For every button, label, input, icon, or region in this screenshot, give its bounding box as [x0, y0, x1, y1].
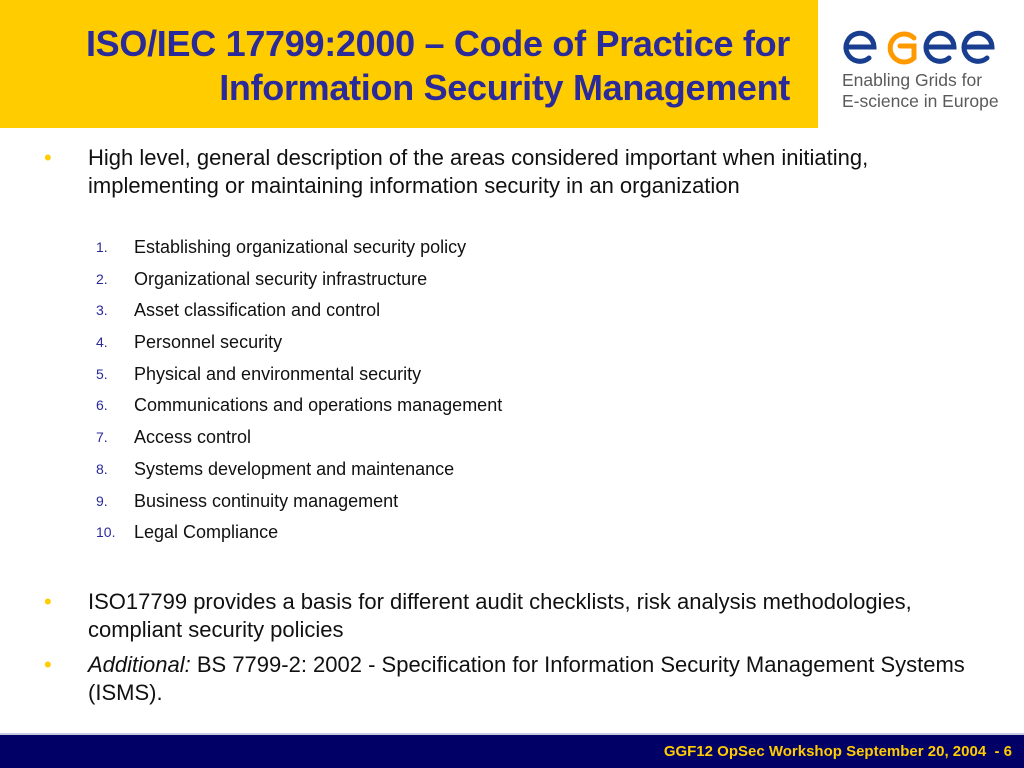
list-item [0, 517, 1024, 549]
list-item-label: Physical and environmental security [134, 363, 422, 384]
list-item-number: 9. [96, 492, 108, 509]
logo-tagline [842, 70, 1012, 112]
list-item-label: Personnel security [134, 332, 283, 353]
list-item-number: 2. [96, 270, 108, 287]
list-item [0, 454, 1024, 486]
list-item [0, 486, 1024, 518]
list-item [0, 264, 1024, 296]
list-item [0, 232, 1024, 264]
security-areas-list [0, 232, 1024, 549]
egee-logo [842, 26, 1012, 121]
list-item-number: 4. [96, 334, 108, 351]
bullet-text: High level, general description of the areas considered important when initiating, implementing or maintaining information security in an organization [88, 145, 869, 198]
bullet-lead: Additional: [88, 652, 191, 677]
list-item-label: Organizational security infrastructure [134, 268, 428, 289]
title-line-2: Information Security Management [219, 67, 790, 108]
list-item-number: 6. [96, 397, 108, 414]
list-item [0, 327, 1024, 359]
bullet-marker: • [44, 589, 52, 614]
list-item-label: Establishing organizational security policy [134, 237, 467, 257]
list-item [0, 295, 1024, 327]
title-line-1: ISO/IEC 17799:2000 – Code of Practice for [85, 23, 790, 64]
list-item [0, 422, 1024, 454]
footer-text: GGF12 OpSec Workshop September 20, 2004 - 6 [663, 743, 1012, 760]
list-item-number: 1. [96, 239, 108, 255]
list-item-label: Communications and operations management [134, 395, 503, 416]
list-item-label: Access control [134, 427, 252, 448]
logo-tagline-line-1: Enabling Grids for [842, 70, 983, 90]
list-item [0, 390, 1024, 422]
list-item-label: Legal Compliance [134, 522, 279, 543]
list-item-label: Systems development and maintenance [134, 458, 455, 479]
list-item-label: Business continuity management [134, 490, 399, 511]
list-item-label: Asset classification and control [134, 300, 381, 321]
list-item [0, 359, 1024, 391]
bullet-marker: • [44, 145, 52, 170]
egee-wordmark-icon [842, 26, 1002, 68]
page-title [86, 22, 790, 110]
list-item-number: 3. [96, 302, 108, 319]
logo-tagline-line-2: E-science in Europe [842, 91, 999, 111]
footer-bar [0, 733, 1024, 768]
list-item-number: 10. [96, 524, 116, 541]
bullet-marker: • [44, 652, 52, 677]
bullet-text: BS 7799-2: 2002 - Specification for Information Security Management Systems (ISMS). [88, 652, 965, 705]
list-item-number: 8. [96, 460, 108, 477]
bullet-text: ISO17799 provides a basis for different audit checklists, risk analysis methodologies, compliant security policies [88, 589, 912, 642]
list-item-number: 5. [96, 365, 108, 382]
title-banner [0, 0, 818, 128]
bullet-text-with-lead [88, 651, 988, 707]
list-item-number: 7. [96, 429, 108, 446]
